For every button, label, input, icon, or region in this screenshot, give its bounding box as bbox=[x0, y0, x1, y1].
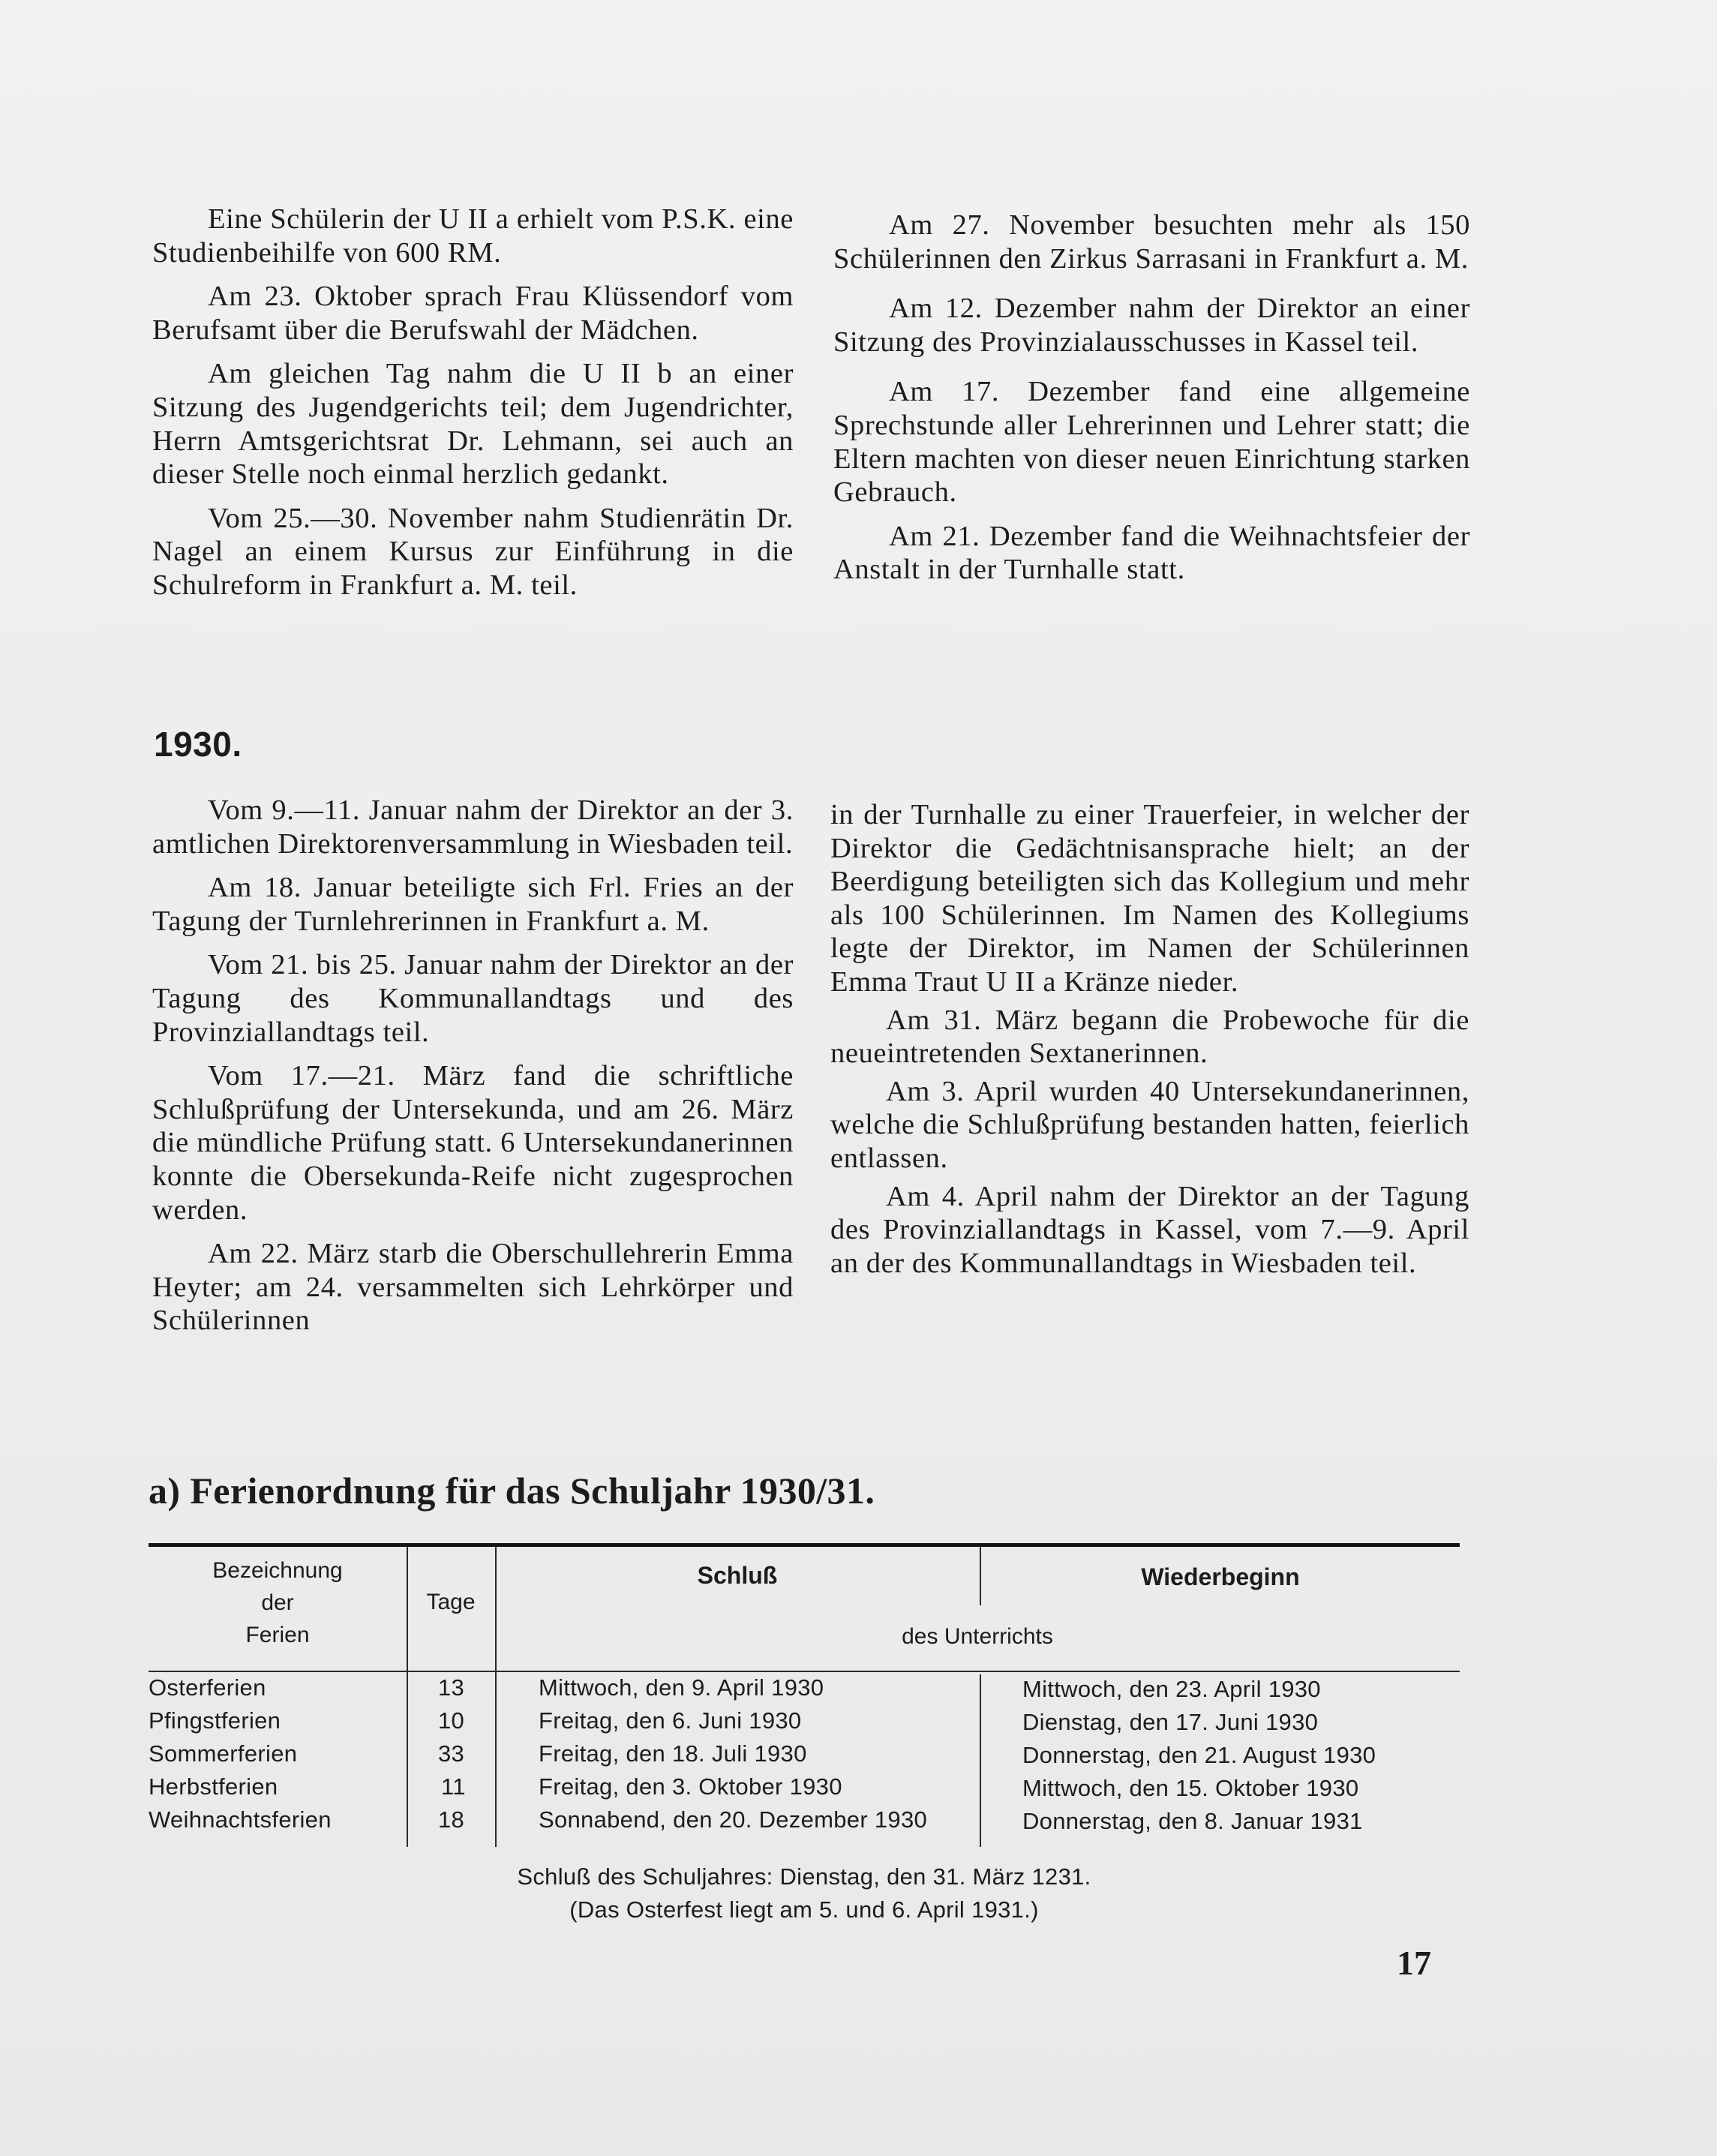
row-days: 18 bbox=[438, 1806, 465, 1833]
row-name: Sommerferien bbox=[149, 1740, 298, 1767]
table-top-rule bbox=[149, 1543, 1460, 1547]
row-name: Pfingstferien bbox=[149, 1707, 281, 1734]
year-heading: 1930. bbox=[154, 725, 242, 764]
paragraph: Am 3. April wurden 40 Untersekundanerinnen, welche die Schlußprüfung bestanden hatten, feierlich entlassen. bbox=[830, 1075, 1469, 1174]
paragraph-continuation: in der Turnhalle zu einer Trauerfeier, in welcher der Direktor die Gedächtnisansprache hielt; an der Beerdigung beteiligten sich das Kollegium und mehr als 100 Schülerinnen. Im Namen des Kollegiums legte der Direktor, im Namen der Schülerinnen Emma Traut U II a Kränze nieder. bbox=[830, 799, 1469, 998]
paragraph: Vom 9.—11. Januar nahm der Direktor an der 3. amtlichen Direktorenversammlung in Wiesbaden teil. bbox=[152, 794, 794, 860]
footnote-easter: (Das Osterfest liegt am 5. und 6. April 1931.) bbox=[569, 1896, 1039, 1923]
row-name: Herbstferien bbox=[149, 1773, 278, 1800]
paragraph: Am 22. März starb die Oberschullehrerin Emma Heyter; am 24. versammelten sich Lehrkörper und Schülerinnen bbox=[152, 1238, 794, 1337]
paragraph: Vom 21. bis 25. Januar nahm der Direktor an der Tagung des Kommunallandtags und des Provinziallandtags teil. bbox=[152, 949, 794, 1048]
column-top-right bbox=[833, 209, 1470, 597]
row-restart: Mittwoch, den 15. Oktober 1930 bbox=[1022, 1775, 1359, 1801]
footnote-school-year-end: Schluß des Schuljahres: Dienstag, den 31. März 1231. bbox=[517, 1863, 1091, 1890]
header-restart: Wiederbeginn bbox=[1141, 1563, 1300, 1590]
paragraph: Vom 25.—30. November nahm Studienrätin Dr. Nagel an einem Kursus zur Einführung in die Schulreform in Frankfurt a. M. teil. bbox=[152, 502, 794, 601]
table-divider bbox=[495, 1547, 497, 1847]
section-title: a) Ferienordnung für das Schuljahr 1930/31. bbox=[149, 1470, 875, 1512]
header-subtitle: des Unterrichts bbox=[902, 1624, 1053, 1649]
page-number: 17 bbox=[1397, 1944, 1431, 1982]
row-days: 13 bbox=[438, 1674, 465, 1701]
paragraph: Vom 17.—21. März fand die schriftliche Schlußprüfung der Untersekunda, und am 26. März die mündliche Prüfung statt. 6 Untersekundanerinnen konnte die Obersekunda-Reife nicht zugesprochen werden. bbox=[152, 1060, 794, 1226]
row-name: Osterferien bbox=[149, 1674, 266, 1701]
column-bottom-right bbox=[830, 798, 1469, 1290]
header-days: Tage bbox=[426, 1590, 476, 1614]
row-restart: Donnerstag, den 21. August 1930 bbox=[1022, 1742, 1376, 1768]
paragraph: Am 23. Oktober sprach Frau Klüssendorf vom Berufsamt über die Berufswahl der Mädchen. bbox=[152, 281, 794, 346]
paragraph: Am 12. Dezember nahm der Direktor an einer Sitzung des Provinzialausschusses in Kassel teil. bbox=[833, 293, 1470, 358]
row-end: Freitag, den 18. Juli 1930 bbox=[539, 1740, 807, 1767]
row-end: Mittwoch, den 9. April 1930 bbox=[539, 1674, 824, 1701]
row-restart: Donnerstag, den 8. Januar 1931 bbox=[1022, 1808, 1363, 1834]
paragraph: Eine Schülerin der U II a erhielt vom P.S.K. eine Studienbeihilfe von 600 RM. bbox=[152, 203, 794, 269]
paragraph: Am 17. Dezember fand eine allgemeine Sprechstunde aller Lehrerinnen und Lehrer statt; die Eltern machten von dieser neuen Einrichtung starken Gebrauch. bbox=[833, 376, 1470, 509]
column-top-left bbox=[152, 203, 794, 613]
paragraph: Am 31. März begann die Probewoche für die neueintretenden Sextanerinnen. bbox=[830, 1004, 1469, 1070]
row-end: Sonnabend, den 20. Dezember 1930 bbox=[539, 1806, 928, 1833]
table-divider bbox=[980, 1674, 981, 1847]
header-designation: Bezeichnung der Ferien bbox=[212, 1558, 343, 1647]
paragraph: Am 27. November besuchten mehr als 150 Schülerinnen den Zirkus Sarrasani in Frankfurt a. M. bbox=[833, 209, 1470, 275]
paragraph: Am 4. April nahm der Direktor an der Tagung des Provinziallandtags in Kassel, vom 7.—9. April an der des Kommunallandtags in Wiesbaden teil. bbox=[830, 1180, 1469, 1279]
paragraph: Am 18. Januar beteiligte sich Frl. Fries an der Tagung der Turnlehrerinnen in Frankfurt a. M. bbox=[152, 872, 794, 937]
row-restart: Mittwoch, den 23. April 1930 bbox=[1022, 1676, 1321, 1702]
row-end: Freitag, den 3. Oktober 1930 bbox=[539, 1773, 842, 1800]
paragraph: Am 21. Dezember fand die Weihnachtsfeier der Anstalt in der Turnhalle statt. bbox=[833, 520, 1470, 586]
row-days: 33 bbox=[438, 1740, 465, 1767]
paragraph: Am gleichen Tag nahm die U II b an einer Sitzung des Jugendgerichts teil; dem Jugendrichter, Herrn Amtsgerichtsrat Dr. Lehmann, sei auch an dieser Stelle noch einmal herzlich gedankt. bbox=[152, 358, 794, 491]
row-end: Freitag, den 6. Juni 1930 bbox=[539, 1707, 802, 1734]
header-end: Schluß bbox=[697, 1562, 778, 1589]
header-rule bbox=[149, 1671, 1460, 1672]
row-days: 11 bbox=[441, 1773, 466, 1800]
row-restart: Dienstag, den 17. Juni 1930 bbox=[1022, 1709, 1319, 1735]
row-name: Weihnachtsferien bbox=[149, 1806, 332, 1833]
column-bottom-left bbox=[152, 794, 794, 1348]
row-days: 10 bbox=[438, 1707, 465, 1734]
